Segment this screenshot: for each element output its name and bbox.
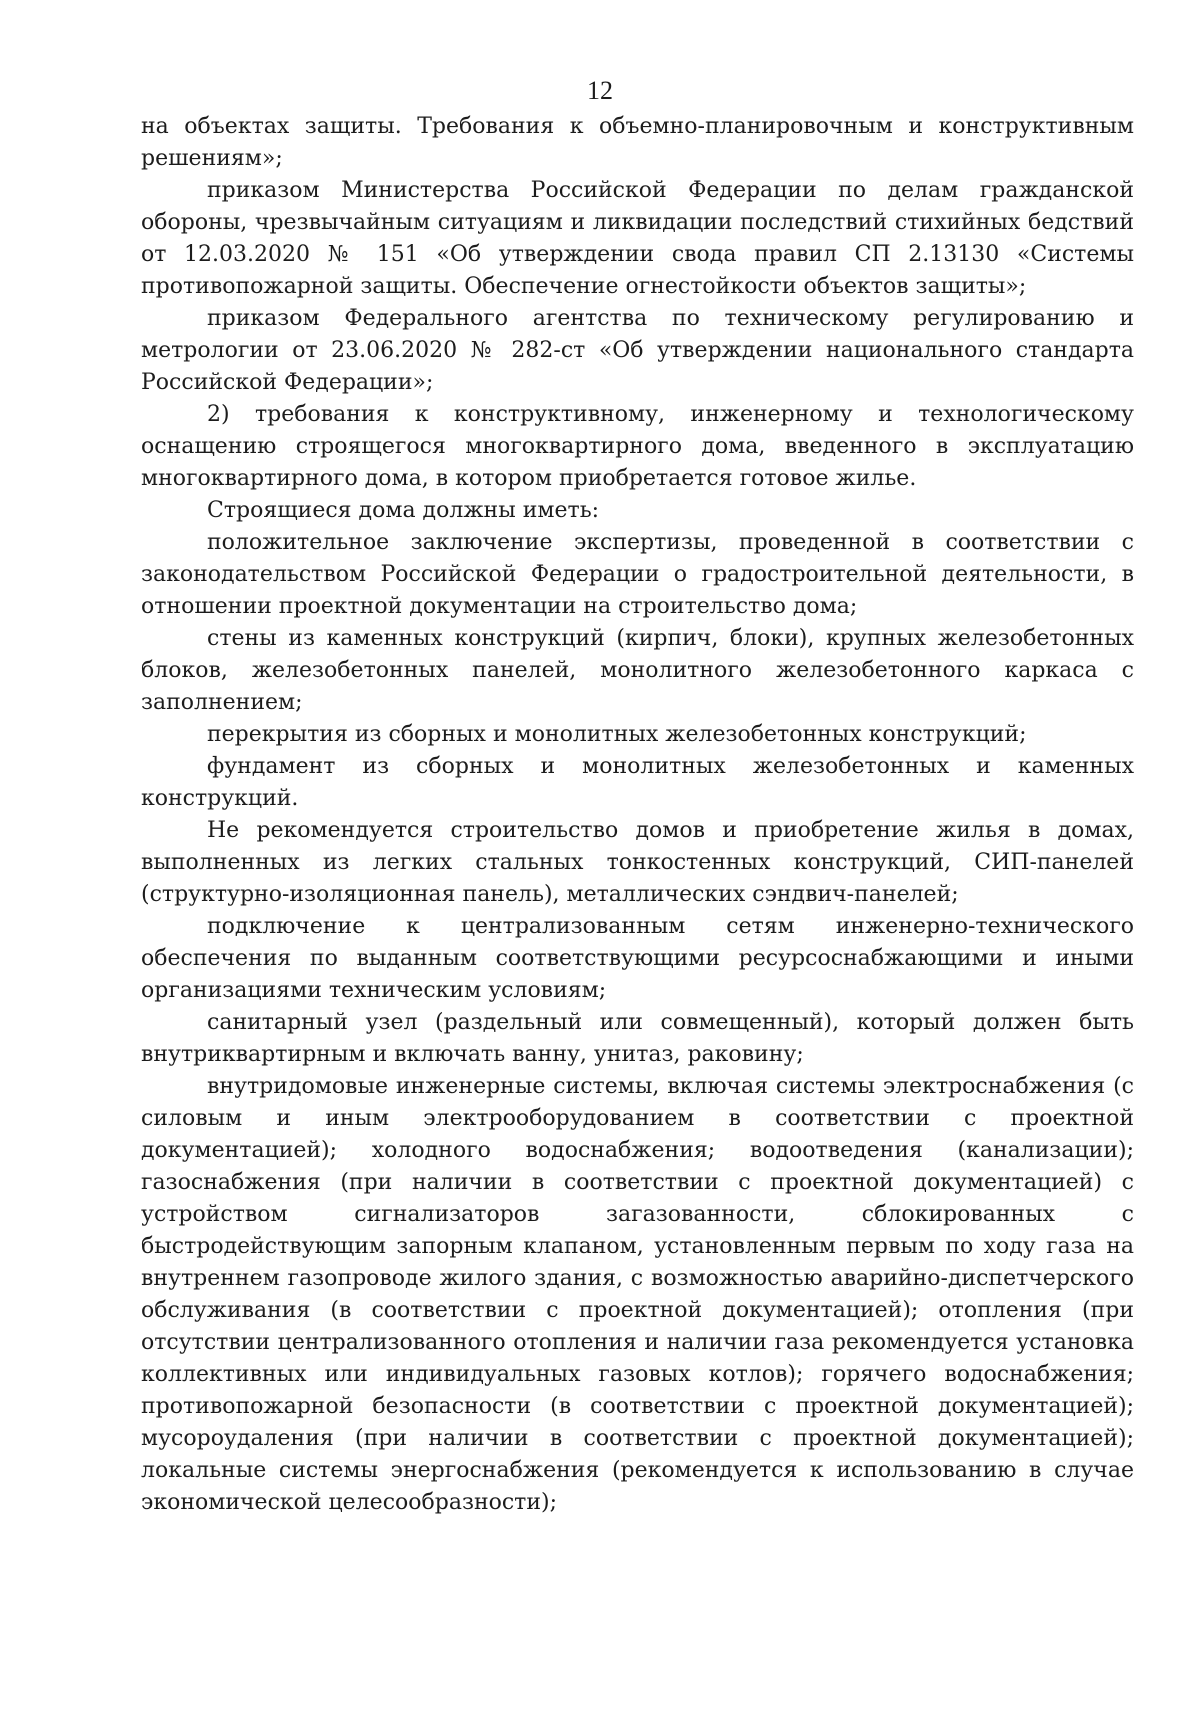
paragraph: приказом Министерства Российской Федерации по делам гражданской обороны, чрезвычайным ситуациям и ликвидации последствий стихийных бедствий от 12.03.2020 № 151 «Об утверждении свода правил СП 2.13130 «Системы противопожарной защиты. Обеспечение огнестойкости объектов защиты»; (141, 178, 1134, 299)
paragraph: фундамент из сборных и монолитных железобетонных и каменных конструкций. (141, 754, 1134, 811)
paragraph: стены из каменных конструкций (кирпич, блоки), крупных железобетонных блоков, железобетонных панелей, монолитного железобетонного каркаса с заполнением; (141, 626, 1134, 715)
paragraph: на объектах защиты. Требования к объемно-планировочным и конструктивным решениям»; (141, 114, 1134, 171)
paragraph: Не рекомендуется строительство домов и приобретение жилья в домах, выполненных из легких стальных тонкостенных конструкций, СИП-панелей (структурно-изоляционная панель), металлических сэндвич-панелей; (141, 818, 1134, 907)
paragraph: санитарный узел (раздельный или совмещенный), который должен быть внутриквартирным и включать ванну, унитаз, раковину; (141, 1010, 1134, 1067)
paragraph: 2) требования к конструктивному, инженерному и технологическому оснащению строящегося многоквартирного дома, введенного в эксплуатацию многоквартирного дома, в котором приобретается готовое жилье. (141, 402, 1134, 491)
paragraph: перекрытия из сборных и монолитных железобетонных конструкций; (207, 722, 1027, 747)
paragraph: приказом Федерального агентства по техническому регулированию и метрологии от 23.06.2020 № 282-ст «Об утверждении национального стандарта Российской Федерации»; (141, 306, 1134, 395)
document-body (141, 111, 1134, 1519)
paragraph: положительное заключение экспертизы, проведенной в соответствии с законодательством Российской Федерации о градостроительной деятельности, в отношении проектной документации на строительство дома; (141, 530, 1134, 619)
paragraph: Строящиеся дома должны иметь: (207, 498, 600, 523)
paragraph: внутридомовые инженерные системы, включая системы электроснабжения (с силовым и иным электрооборудованием в соответствии с проектной документацией); холодного водоснабжения; водоотведения (канализации); газоснабжения (при наличии в соответствии с проектной документацией) с устройством сигнализаторов загазованности, сблокированных с быстродействующим запорным клапаном, установленным первым по ходу газа на внутреннем газопроводе жилого здания, с возможностью аварийно-диспетчерского обслуживания (в соответствии с проектной документацией); отопления (при отсутствии централизованного отопления и наличии газа рекомендуется установка коллективных или индивидуальных газовых котлов); горячего водоснабжения; противопожарной безопасности (в соответствии с проектной документацией); мусороудаления (при наличии в соответствии с проектной документацией); локальные системы энергоснабжения (рекомендуется к использованию в случае экономической целесообразности); (141, 1074, 1134, 1515)
paragraph: подключение к централизованным сетям инженерно-технического обеспечения по выданным соответствующими ресурсоснабжающими и иными организациями техническим условиям; (141, 914, 1134, 1003)
page-number: 12 (587, 76, 613, 105)
